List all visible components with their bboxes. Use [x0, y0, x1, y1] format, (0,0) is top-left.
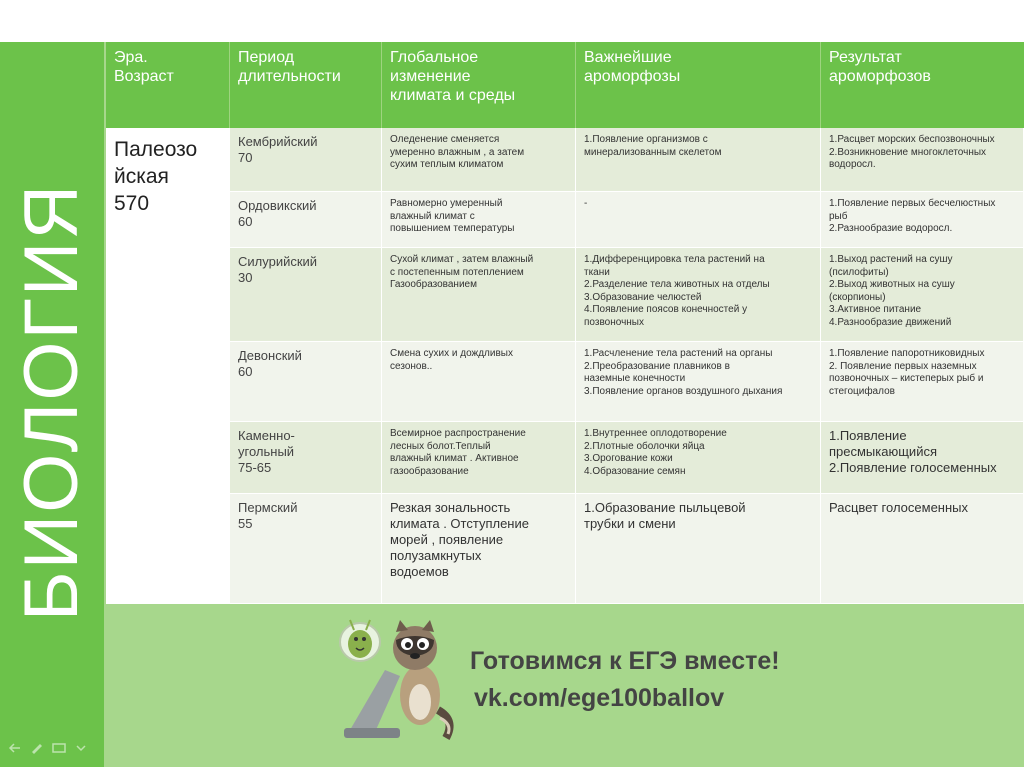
table-row: [230, 248, 1024, 342]
arrow-back-icon[interactable]: [8, 742, 22, 754]
period-cell: Каменно- угольный 75-65: [230, 422, 382, 493]
aromorph-cell: 1.Дифференцировка тела растений на ткани 2.Разделение тела животных на отделы 3.Образование челюстей 4.Появление поясов конечностей у позвоночных: [576, 248, 821, 341]
raccoon-mascot-icon: [330, 610, 460, 745]
side-title: БИОЛОГИЯ: [9, 182, 94, 622]
header-result: Результат ароморфозов: [829, 49, 931, 85]
slide-toolbar: [8, 742, 88, 754]
result-cell: 1.Выход растений на сушу (псилофиты) 2.Выход животных на сушу (скорпионы) 3.Активное питание 4.Разнообразие движений: [821, 248, 1024, 341]
climate-cell: Смена сухих и дождливых сезонов..: [382, 342, 576, 421]
table-row: [230, 422, 1024, 494]
climate-cell: Равномерно умеренный влажный климат с повышением температуры: [382, 192, 576, 247]
result-cell: 1.Появление первых бесчелюстных рыб 2.Разнообразие водоросл.: [821, 192, 1024, 247]
period-cell: Силурийский 30: [230, 248, 382, 341]
climate-cell: Всемирное распространение лесных болот.Теплый влажный климат . Активное газообразование: [382, 422, 576, 493]
period-cell: Кембрийский 70: [230, 128, 382, 191]
period-cell: Девонский 60: [230, 342, 382, 421]
table-row: [230, 192, 1024, 248]
table-row: [230, 128, 1024, 192]
era-cell: Палеозо йская 570: [106, 128, 230, 604]
promo-line-1: Готовимся к ЕГЭ вместе!: [470, 647, 780, 675]
aromorph-cell: -: [576, 192, 821, 247]
header-aromorph: Важнейшие ароморфозы: [576, 42, 821, 128]
table-header: [106, 42, 1024, 128]
aromorph-cell: 1.Расчленение тела растений на органы 2.Преобразование плавников в наземные конечности 3.Появление органов воздушного дыхания: [576, 342, 821, 421]
more-icon[interactable]: [74, 742, 88, 754]
promo-line-2[interactable]: vk.com/ege100ballov: [474, 684, 725, 712]
top-strip: [0, 0, 1024, 42]
result-cell: 1.Появление папоротниковидных 2. Появление первых наземных позвоночных – кистеперых рыб и стегоцифалов: [821, 342, 1024, 421]
table-row: [230, 342, 1024, 422]
header-period: Период длительности: [230, 42, 382, 128]
slides-icon[interactable]: [52, 742, 66, 754]
header-climate: Глобальное изменение климата и среды: [382, 42, 576, 128]
aromorph-cell: 1.Появление организмов с минерализованным скелетом: [576, 128, 821, 191]
period-cell: Пермский 55: [230, 494, 382, 603]
result-cell: 1.Расцвет морских беспозвоночных 2.Возникновение многоклеточных водоросл.: [821, 128, 1024, 191]
climate-cell: Резкая зональность климата . Отступление морей , появление полузамкнутых водоемов: [382, 494, 576, 603]
header-era: Эра. Возраст: [106, 42, 230, 128]
side-bar: [0, 42, 104, 767]
evolution-table: [106, 42, 1024, 604]
aromorph-cell: 1.Внутреннее оплодотворение 2.Плотные оболочки яйца 3.Орогование кожи 4.Образование семян: [576, 422, 821, 493]
aromorph-cell: 1.Образование пыльцевой трубки и смени: [576, 494, 821, 603]
climate-cell: Оледенение сменяется умеренно влажным , а затем сухим теплым климатом: [382, 128, 576, 191]
result-cell: 1.Появление пресмыкающийся 2.Появление голосеменных: [821, 422, 1024, 493]
pen-icon[interactable]: [30, 742, 44, 754]
period-cell: Ордовикский 60: [230, 192, 382, 247]
table-row: [230, 494, 1024, 604]
result-cell: Расцвет голосеменных: [821, 494, 1024, 603]
climate-cell: Сухой климат , затем влажный с постепенным потеплением Газообразованием: [382, 248, 576, 341]
